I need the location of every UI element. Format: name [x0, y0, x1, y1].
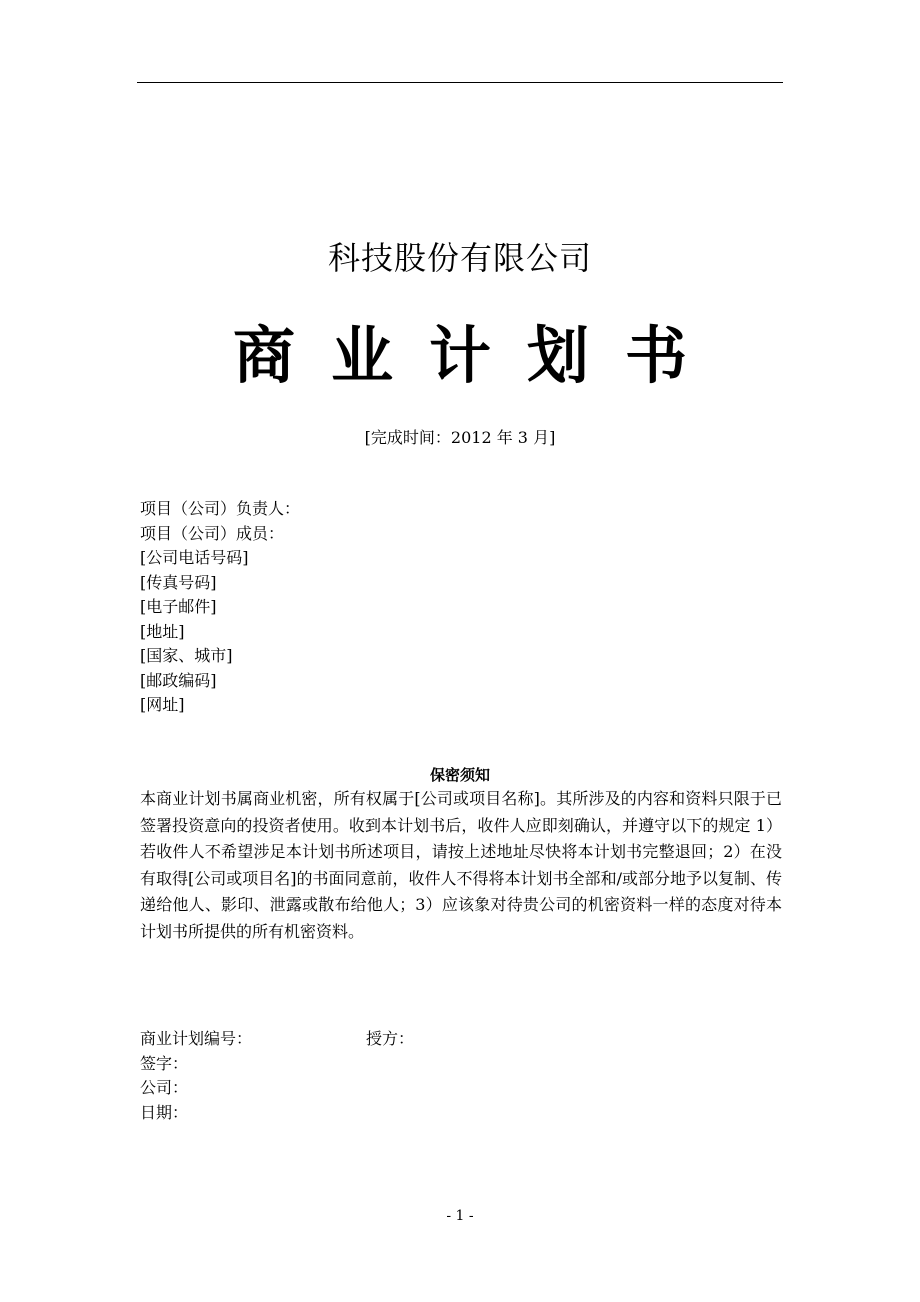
website-field: [网址]: [140, 695, 185, 714]
confidentiality-heading: 保密须知: [429, 766, 490, 784]
header-rule: [137, 82, 783, 83]
signature-label: 签字：: [140, 1053, 189, 1073]
confidentiality-body: 本商业计划书属商业机密，所有权属于[公司或项目名称]。其所涉及的内容和资料只限于已签署投资意向的投资者使用。收到本计划书后，收件人应即刻确认，并遵守以下的规定 1）若收件人不希望涉足本计划书所述项目，请按上述地址尽快将本计划书完整退回；2）在没有取得[公司或项目名]的书面同意前，收件人不得将本计划书全部和/或部分地予以复制、传递给他人、影印、泄露或散布给他人；3）应该象对待贵公司的机密资料一样的态度对待本计划书所提供的所有机密资料。: [140, 789, 782, 941]
signature-block: [140, 1027, 640, 1125]
company-row: [140, 1076, 640, 1101]
project-leader-field: 项目（公司）负责人：: [140, 499, 301, 518]
country-city-field: [国家、城市]: [140, 646, 233, 665]
completion-time: [完成时间：2012 年 3 月]: [364, 428, 556, 447]
date-row: [140, 1101, 640, 1126]
fax-field: [传真号码]: [140, 572, 217, 592]
grantee-label: 授方：: [366, 1029, 415, 1048]
company-phone-field: [公司电话号码]: [140, 548, 249, 567]
company-name: 科技股份有限公司: [327, 239, 592, 277]
contact-info-list: [140, 497, 300, 718]
company-label: 公司：: [140, 1078, 189, 1097]
plan-number-row: [140, 1027, 640, 1052]
signature-row: [140, 1052, 640, 1077]
address-field: [地址]: [140, 621, 185, 641]
plan-number-label: 商业计划编号：: [140, 1029, 253, 1048]
postal-code-field: [邮政编码]: [140, 670, 217, 690]
project-members-field: 项目（公司）成员：: [140, 523, 285, 543]
email-field: [电子邮件]: [140, 597, 217, 616]
document-title: 商业计划书: [232, 319, 723, 392]
date-label: 日期：: [140, 1102, 189, 1122]
page-number: - 1 -: [446, 1208, 474, 1224]
